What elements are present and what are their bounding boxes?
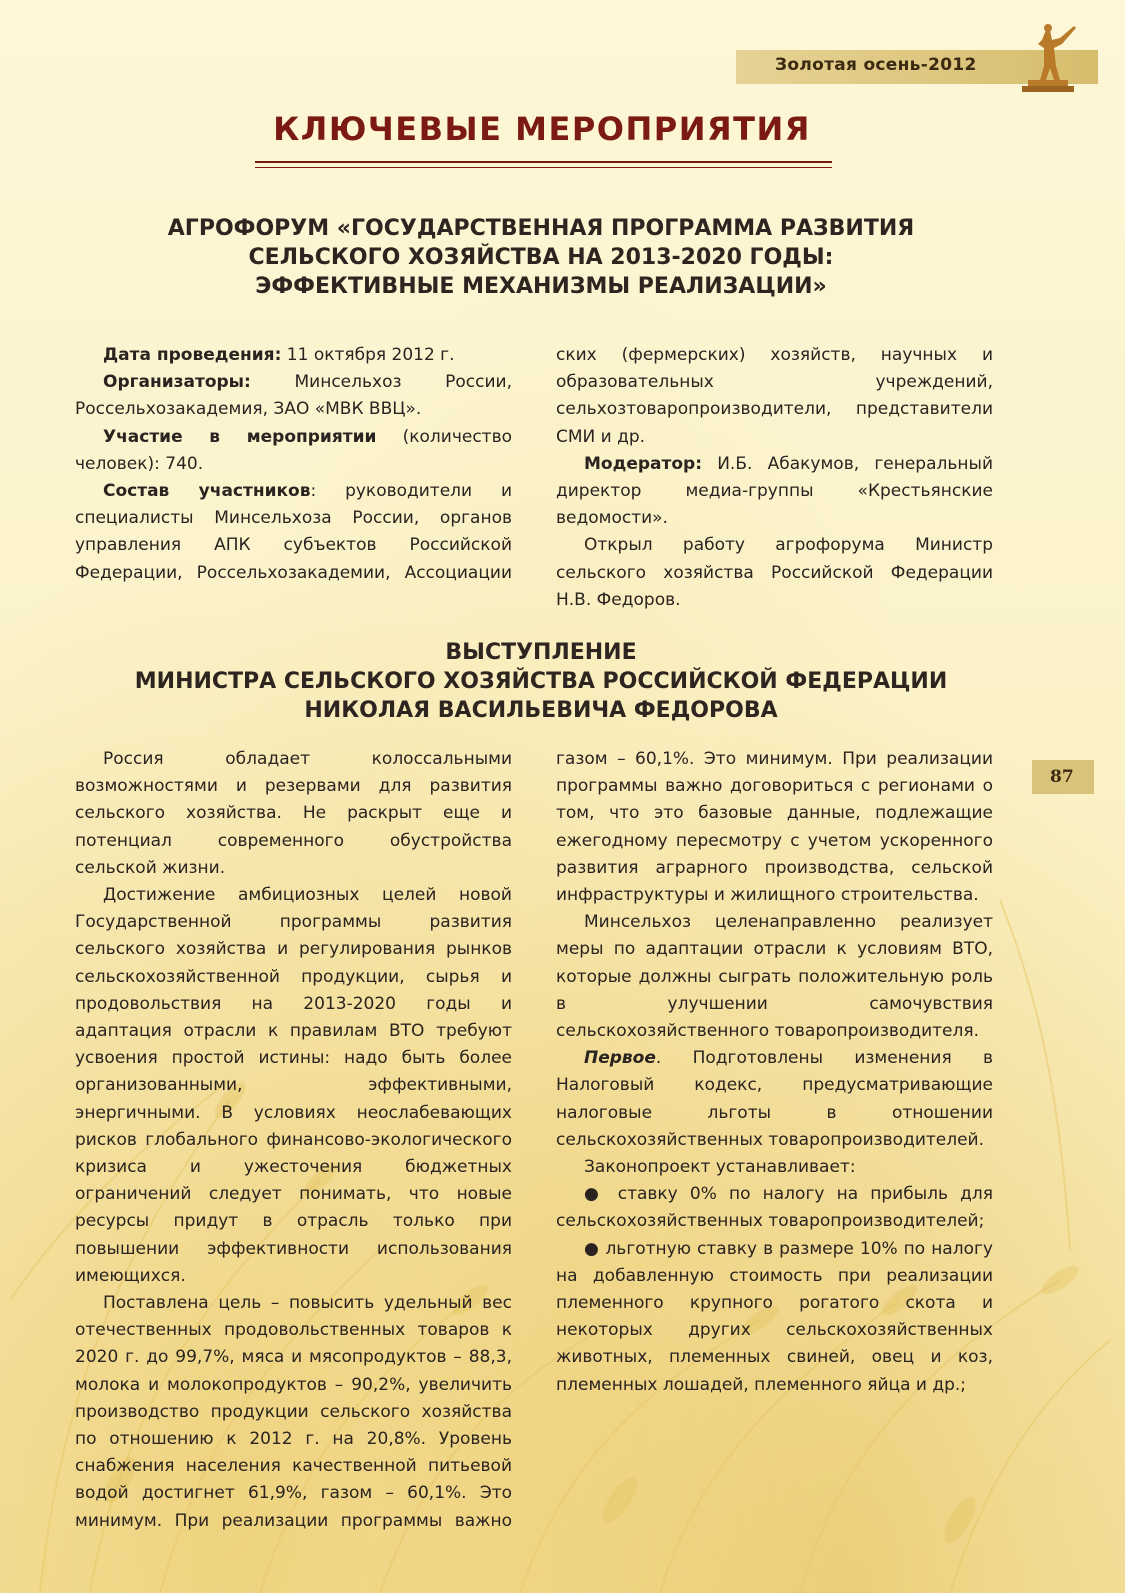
event-organizers: [75, 369, 512, 423]
title-rule: [255, 167, 832, 168]
event-title-line: СЕЛЬСКОГО ХОЗЯЙСТВА НА 2013-2020 ГОДЫ:: [248, 245, 834, 270]
speech-paragraph: Достижение амбициозных целей новой Государственной программы развития сельского хозяйства и регулирования рынков сельскохозяйственной продукции, сырья и продовольствия на 2013-2020 годы и адаптация отрасли к правилам ВТО требуют усвоения простой истины: надо быть более организованными, эффективными, энергичными. В условиях неослабевающих рисков глобального финансово-экологического кризиса и ужесточения бюджетных ограничений следует понимать, что новые ресурсы придут в отрасль только при повышении эффективности использования имеющихся.: [75, 885, 512, 1286]
event-opening: Открыл работу агрофорума Министр сельского хозяйства Российской Федерации Н.В. Федоров.: [556, 535, 993, 610]
event-participation: [75, 424, 512, 478]
speech-title-line: МИНИСТРА СЕЛЬСКОГО ХОЗЯЙСТВА РОССИЙСКОЙ ФЕДЕРАЦИИ: [134, 669, 948, 694]
date-label: Дата проведения:: [103, 345, 282, 365]
speech-left-column: [75, 746, 512, 1534]
monument-logo-icon: [1016, 22, 1078, 94]
speech-right-column: [556, 746, 993, 1399]
event-info-right: [556, 342, 993, 614]
participation-value: (количество человек): 740.: [75, 426, 512, 474]
event-date: [75, 342, 512, 369]
first-label: Первое: [584, 1048, 656, 1069]
issue-title: Золотая осень-2012: [775, 55, 977, 75]
section-title: КЛЮЧЕВЫЕ МЕРОПРИЯТИЯ: [273, 110, 811, 148]
speech-title-line: ВЫСТУПЛЕНИЕ: [445, 640, 637, 665]
participants-label: Состав участников: [103, 481, 311, 502]
event-participants: [75, 478, 512, 586]
participants-value: : руководители и специалисты Минсельхоза России, органов управления АПК субъектов Российской Федерации, Россельхозакадемии, Ассоциации: [75, 481, 512, 583]
event-moderator: [556, 451, 993, 533]
moderator-label: Модератор:: [584, 453, 702, 474]
organizers-label: Организаторы:: [103, 372, 251, 393]
date-value: 11 октября 2012 г.: [281, 345, 455, 365]
page-number: 87: [1050, 767, 1074, 787]
event-title-line: ЭФФЕКТИВНЫЕ МЕХАНИЗМЫ РЕАЛИЗАЦИИ»: [255, 274, 827, 299]
speech-paragraph: Россия обладает колоссальными возможностями и резервами для развития сельского хозяйства. Не раскрыт еще и потенциал современного обустройства сельской жизни.: [75, 749, 512, 878]
event-title-line: АГРОФОРУМ «ГОСУДАРСТВЕННАЯ ПРОГРАММА РАЗВИТИЯ: [167, 216, 915, 241]
speech-paragraph-continued: газом – 60,1%. Это минимум. При реализации программы важно договориться с регионами о том, что это базовые данные, подлежащие ежегодному пересмотру с учетом ускоренного развития аграрного производства, сельской инфраструктуры и жилищного строительства.: [556, 749, 993, 906]
speech-paragraph: Минсельхоз целенаправленно реализует меры по адаптации отрасли к условиям ВТО, которые должны сыграть положительную роль в улучшении самочувствия сельскохозяйственного товаропроизводителя.: [556, 912, 993, 1042]
participants-continued: ских (фермерских) хозяйств, научных и образовательных учреждений, сельхозтоваропроизводители, представители СМИ и др.: [556, 345, 993, 447]
event-title: [80, 214, 1002, 301]
event-info-left: [75, 342, 512, 586]
moderator-value: И.Б. Абакумов, генеральный директор медиа-группы «Крестьянские ведомости».: [556, 453, 993, 529]
speech-title: [80, 638, 1002, 725]
bullet-item: ● льготную ставку в размере 10% по налогу на добавленную стоимость при реализации племенного крупного рогатого скота и некоторых других сельскохозяйственных животных, племенных свиней, овец и коз, племенных лошадей, племенного яйца и др.;: [556, 1238, 993, 1395]
speech-paragraph: Поставлена цель – повысить удельный вес отечественных продовольственных товаров к 2020 г. до 99,7%, мяса и мясопродуктов – 88,3, молока и молокопродуктов – 90,2%, увеличить производство продукции сельского хозяйства по отношению к 2012 г. на 20,8%. Уровень снабжения населения качественной питьевой водой достигнет 61,9%, газом – 60,1%. Это минимум. При реализации программы важно: [75, 1293, 512, 1531]
speech-paragraph: [556, 1045, 993, 1154]
first-text: . Подготовлены изменения в Налоговый кодекс, предусматривающие налоговые льготы в отношении сельскохозяйственных товаропроизводителей.: [556, 1048, 993, 1150]
speech-title-line: НИКОЛАЯ ВАСИЛЬЕВИЧА ФЕДОРОВА: [304, 698, 778, 723]
participation-label: Участие в мероприятии: [103, 426, 377, 447]
organizers-value: Минсельхоз России, Россельхозакадемия, ЗАО «МВК ВВЦ».: [75, 372, 512, 420]
bullet-item: ● ставку 0% по налогу на прибыль для сельскохозяйственных товаропроизводителей;: [556, 1184, 993, 1232]
speech-paragraph: Законопроект устанавливает:: [584, 1157, 856, 1178]
title-rule: [255, 161, 832, 163]
